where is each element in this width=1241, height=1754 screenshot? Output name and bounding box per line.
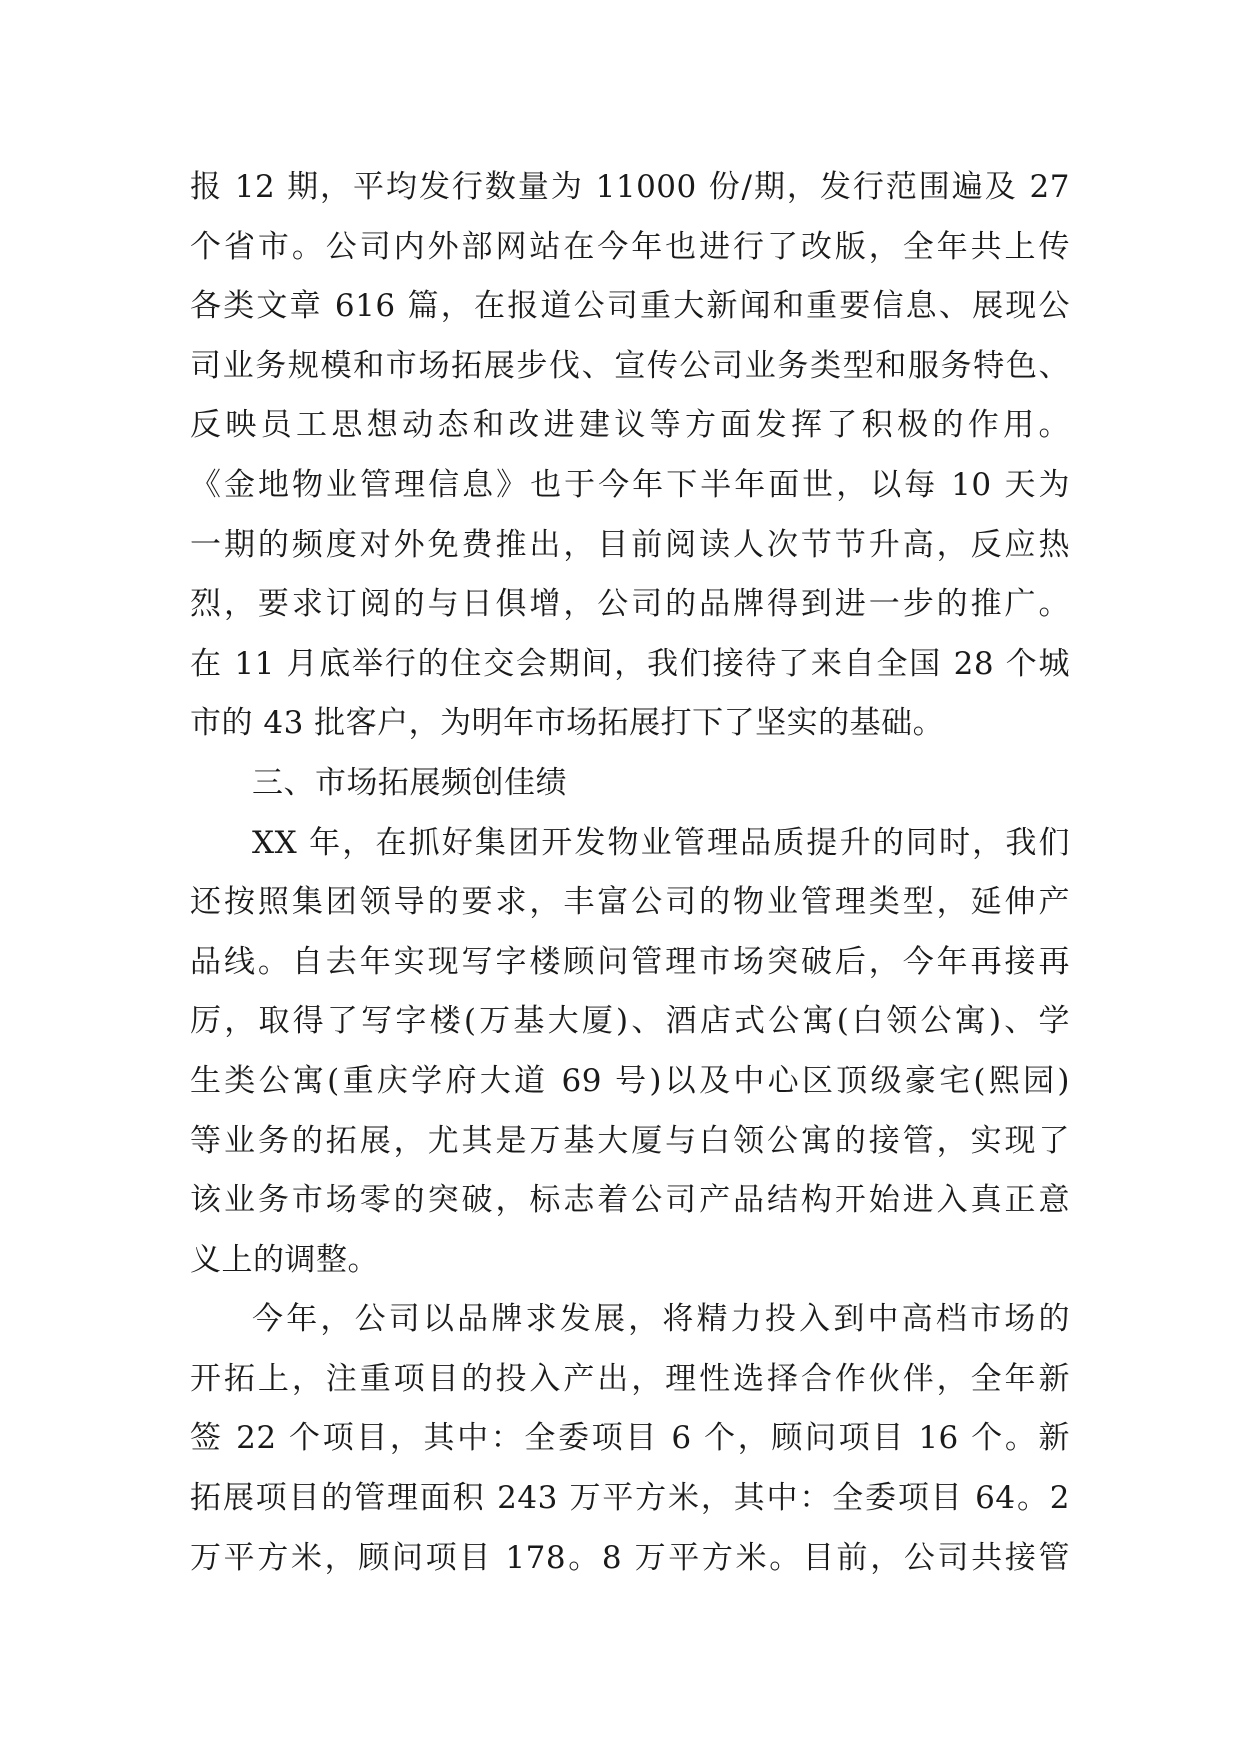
paragraph-first-line: 今年，公司以品牌求发展，将精力投入到中高档市场的 [252, 1301, 1070, 1338]
text-line: 万平方米，顾问项目 178。8 万平方米。目前，公司共接管 [190, 1539, 1070, 1576]
document-body [190, 158, 1070, 1588]
text-line: 等业务的拓展，尤其是万基大厦与白领公寓的接管，实现了 [190, 1122, 1070, 1159]
text-line: 品线。自去年实现写字楼顾问管理市场突破后，今年再接再 [190, 943, 1070, 980]
text-line: 生类公寓(重庆学府大道 69 号)以及中心区顶级豪宅(熙园) [190, 1062, 1070, 1099]
text-line: 司业务规模和市场拓展步伐、宣传公司业务类型和服务特色、 [190, 347, 1070, 384]
text-line: 还按照集团领导的要求，丰富公司的物业管理类型，延伸产 [190, 884, 1070, 921]
text-line: 《金地物业管理信息》也于今年下半年面世，以每 10 天为 [190, 466, 1070, 503]
text-line: 个省市。公司内外部网站在今年也进行了改版，全年共上传 [190, 228, 1070, 265]
text-line: 在 11 月底举行的住交会期间，我们接待了来自全国 28 个城 [190, 645, 1070, 682]
text-line: 烈，要求订阅的与日俱增，公司的品牌得到进一步的推广。 [190, 586, 1070, 623]
text-line: 该业务市场零的突破，标志着公司产品结构开始进入真正意 [190, 1182, 1070, 1219]
text-line: 各类文章 616 篇，在报道公司重大新闻和重要信息、展现公 [190, 288, 1070, 325]
text-line: 厉，取得了写字楼(万基大厦)、酒店式公寓(白领公寓)、学 [190, 1003, 1070, 1040]
section-heading: 三、市场拓展频创佳绩 [252, 764, 567, 801]
text-line: 签 22 个项目，其中：全委项目 6 个，顾问项目 16 个。新 [190, 1420, 1070, 1457]
text-line: 一期的频度对外免费推出，目前阅读人次节节升高，反应热 [190, 526, 1070, 563]
text-line: 义上的调整。 [190, 1241, 379, 1278]
text-line: 市的 43 批客户，为明年市场拓展打下了坚实的基础。 [190, 705, 945, 742]
text-line: 反映员工思想动态和改进建议等方面发挥了积极的作用。 [190, 407, 1070, 444]
text-line: 拓展项目的管理面积 243 万平方米，其中：全委项目 64。2 [190, 1480, 1070, 1517]
text-line: 报 12 期，平均发行数量为 11000 份/期，发行范围遍及 27 [190, 169, 1070, 205]
paragraph-first-line: XX 年，在抓好集团开发物业管理品质提升的同时，我们 [252, 824, 1070, 861]
text-line: 开拓上，注重项目的投入产出，理性选择合作伙伴，全年新 [190, 1360, 1070, 1397]
